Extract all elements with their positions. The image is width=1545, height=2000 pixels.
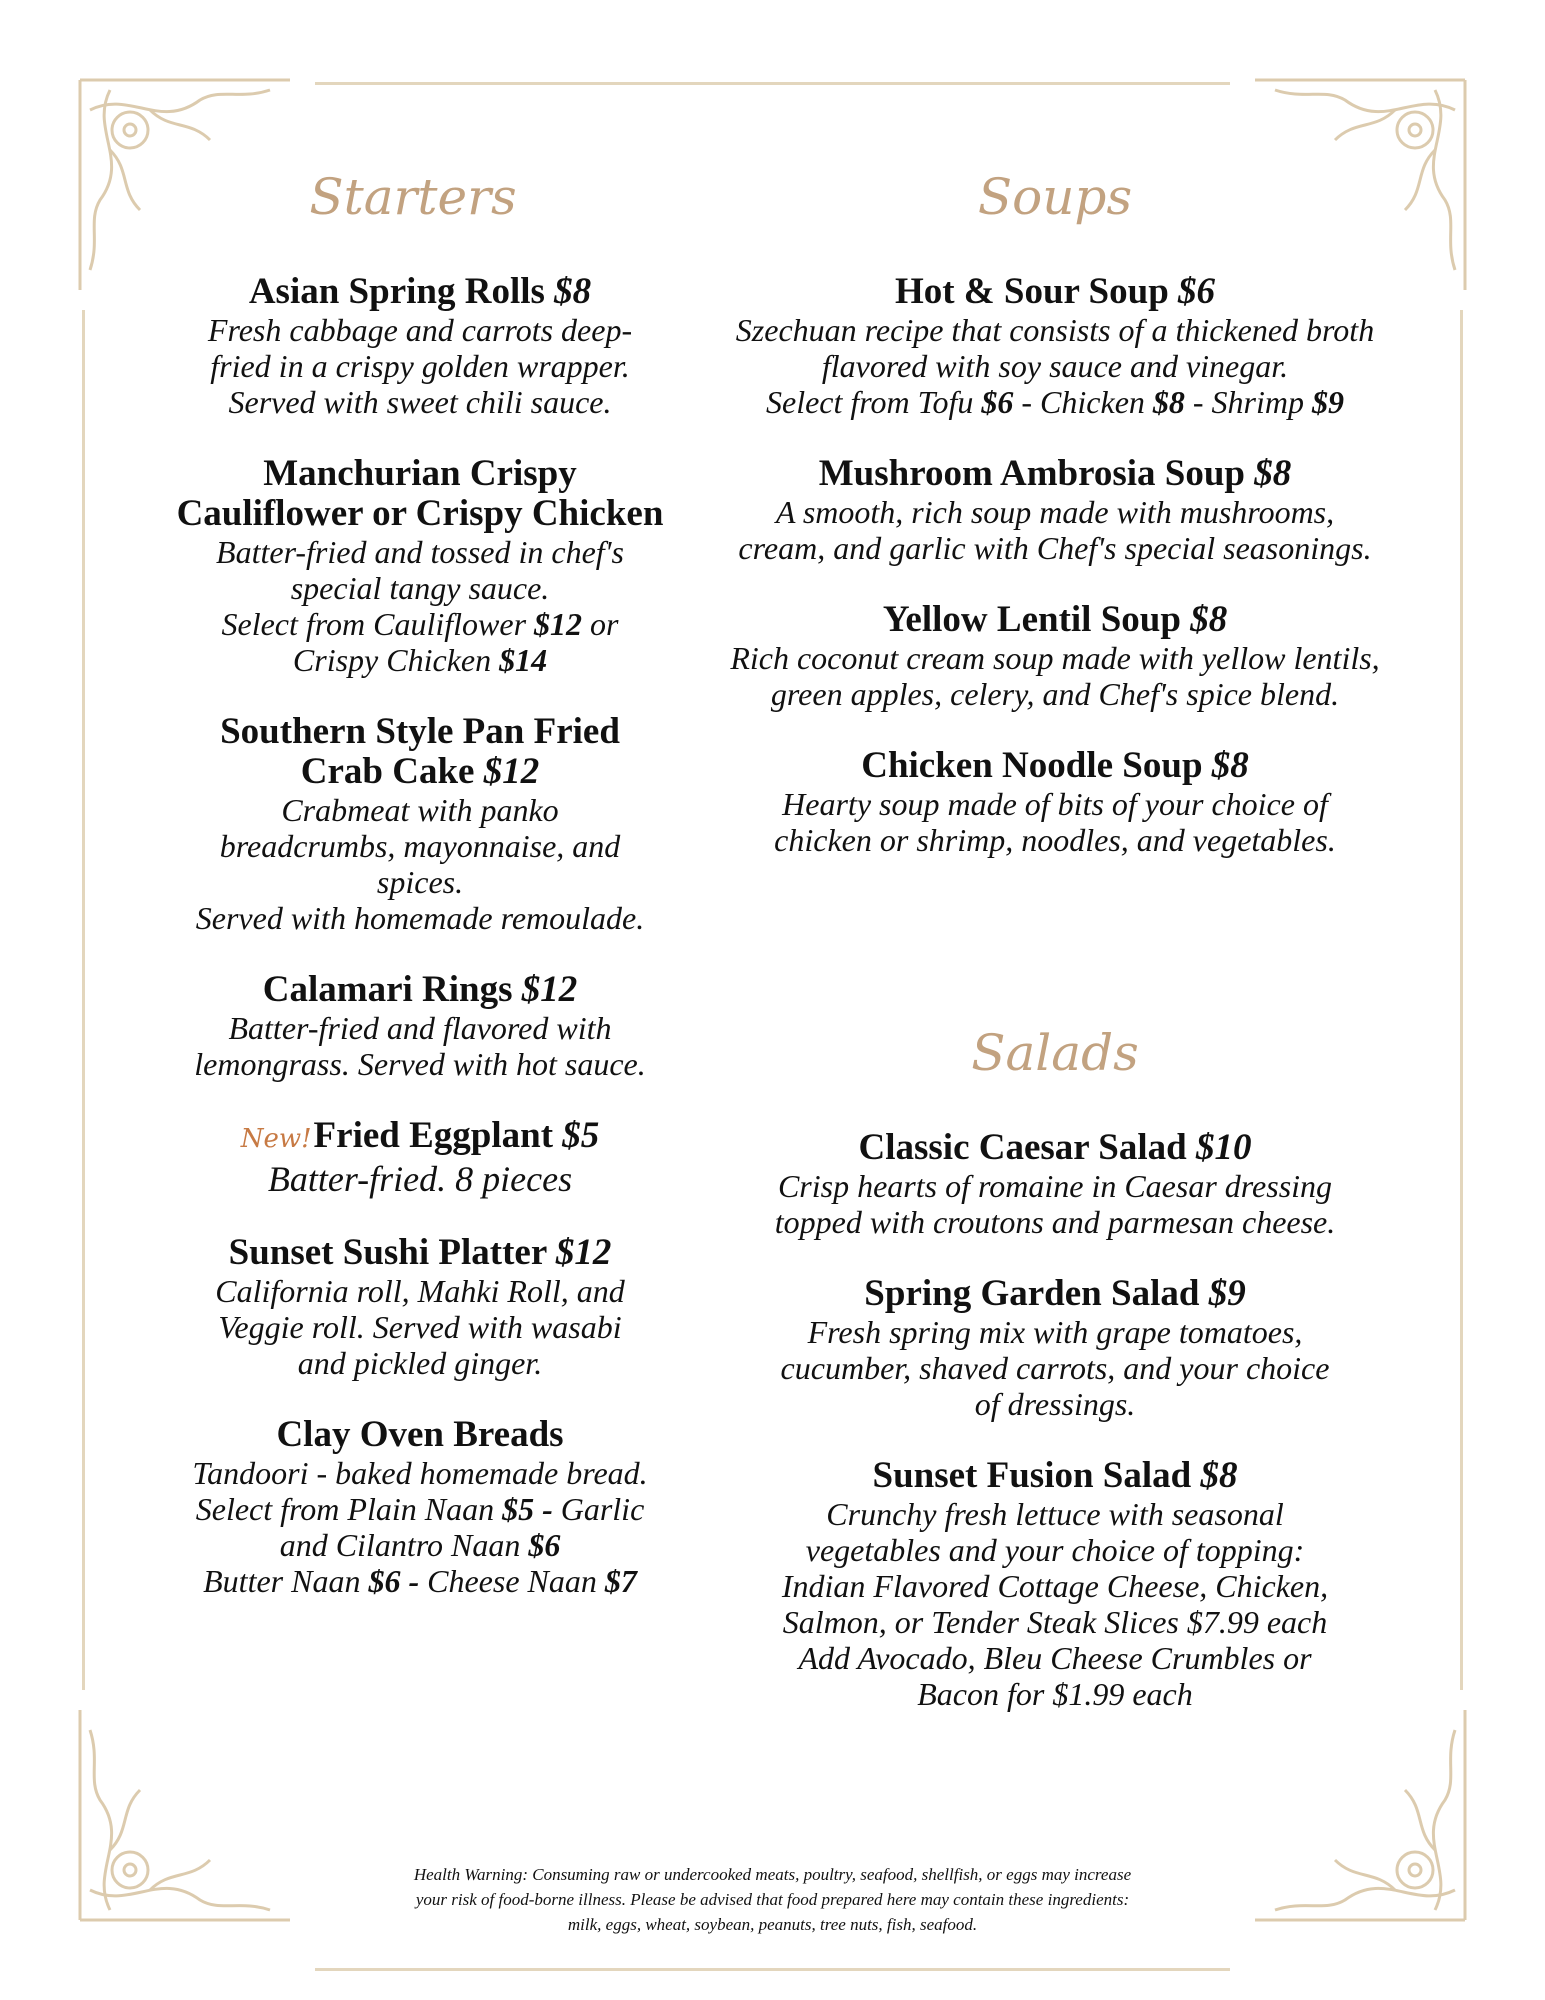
menu-item — [150, 454, 690, 678]
soups-column — [690, 272, 1420, 892]
warning-line: milk, eggs, wheat, soybean, peanuts, tree nuts, fish, seafood. — [567, 1915, 978, 1934]
item-title — [150, 1233, 690, 1273]
desc-text: - Chicken — [1013, 384, 1153, 420]
item-description — [690, 640, 1420, 712]
separator: - — [400, 1563, 428, 1599]
health-warning — [300, 1862, 1245, 1937]
menu-item — [150, 1116, 690, 1199]
desc-line — [150, 642, 690, 678]
soups-heading: Soups — [977, 168, 1133, 226]
item-title — [150, 1415, 690, 1455]
ornament-bottom-left-icon — [70, 1700, 300, 1930]
salads-heading: Salads — [971, 1024, 1139, 1082]
frame-right-line — [1460, 310, 1463, 1690]
desc-line: of dressings. — [974, 1386, 1136, 1422]
desc-line: Rich coconut cream soup made with yellow lentils, — [730, 640, 1380, 676]
desc-line: Salmon, or Tender Steak Slices $7.99 each — [782, 1604, 1328, 1640]
item-name: Fried Eggplant — [313, 1115, 554, 1156]
item-title — [690, 1128, 1420, 1168]
desc-line: Crunchy fresh lettuce with seasonal — [826, 1496, 1284, 1532]
desc-line: Bacon for $1.99 each — [917, 1676, 1193, 1712]
item-price: $12 — [555, 1232, 612, 1273]
menu-item — [150, 1415, 690, 1599]
desc-line: spices. — [376, 864, 464, 900]
item-price: $12 — [483, 751, 540, 792]
starters-heading: Starters — [309, 168, 517, 226]
price: $14 — [499, 642, 548, 678]
desc-line — [150, 1491, 690, 1527]
item-price: $8 — [1254, 453, 1292, 494]
menu-item — [150, 1233, 690, 1381]
desc-line — [690, 384, 1420, 420]
price: $9 — [1312, 384, 1344, 420]
price: $5 — [502, 1491, 535, 1527]
desc-line: chicken or shrimp, noodles, and vegetables. — [774, 822, 1336, 858]
menu-item — [150, 970, 690, 1082]
item-title — [690, 746, 1420, 786]
item-name: Southern Style Pan Fried — [220, 711, 620, 752]
desc-line: Crisp hearts of romaine in Caesar dressing — [777, 1168, 1333, 1204]
item-name: Chicken Noodle Soup — [861, 745, 1203, 786]
item-title — [690, 1456, 1420, 1496]
desc-line: cucumber, shaved carrots, and your choice — [780, 1350, 1330, 1386]
desc-line: lemongrass. Served with hot sauce. — [194, 1046, 646, 1082]
desc-line: Batter-fried and flavored with — [228, 1010, 612, 1046]
desc-line: Crabmeat with panko — [281, 792, 559, 828]
item-description — [690, 312, 1420, 420]
menu-item — [150, 712, 690, 936]
item-description — [690, 1168, 1420, 1240]
desc-text: Select from Tofu — [765, 384, 982, 420]
desc-line: A smooth, rich soup made with mushrooms, — [775, 494, 1335, 530]
desc-text: Select from Cauliflower — [221, 606, 535, 642]
desc-line: green apples, celery, and Chef's spice blend. — [770, 676, 1340, 712]
item-description — [150, 792, 690, 936]
menu-item — [690, 454, 1420, 566]
item-price: $8 — [1211, 745, 1249, 786]
desc-line: Veggie roll. Served with wasabi — [218, 1309, 622, 1345]
desc-line: Batter-fried. 8 pieces — [267, 1159, 573, 1199]
desc-line: fried in a crispy golden wrapper. — [210, 348, 630, 384]
item-title — [690, 600, 1420, 640]
item-title — [690, 1274, 1420, 1314]
item-description — [150, 312, 690, 420]
frame-top-line — [315, 82, 1230, 85]
item-title — [690, 272, 1420, 312]
frame-bottom-line — [315, 1968, 1230, 1971]
desc-text: Garlic — [560, 1491, 645, 1527]
menu-item — [690, 1456, 1420, 1712]
price: $7 — [604, 1563, 637, 1599]
desc-line: cream, and garlic with Chef's special seasonings. — [738, 530, 1372, 566]
item-title — [150, 454, 690, 534]
menu-item — [690, 1274, 1420, 1422]
item-title — [150, 712, 690, 792]
item-name: Asian Spring Rolls — [248, 271, 545, 312]
desc-line — [150, 606, 690, 642]
item-name: Spring Garden Salad — [864, 1273, 1200, 1314]
frame-left-line — [82, 310, 85, 1690]
price: $12 — [534, 606, 583, 642]
item-name: Classic Caesar Salad — [858, 1127, 1187, 1168]
desc-text: Butter Naan — [203, 1563, 369, 1599]
starters-column — [150, 272, 690, 1633]
desc-line: Add Avocado, Bleu Cheese Crumbles or — [798, 1640, 1312, 1676]
item-description — [690, 1496, 1420, 1712]
new-badge: New! — [240, 1124, 312, 1154]
desc-text: or — [582, 606, 619, 642]
item-name: Clay Oven Breads — [276, 1414, 564, 1455]
item-name: Mushroom Ambrosia Soup — [818, 453, 1246, 494]
menu-item — [150, 272, 690, 420]
menu-item — [690, 746, 1420, 858]
item-name: Yellow Lentil Soup — [882, 599, 1181, 640]
item-description — [150, 534, 690, 678]
salads-column — [690, 1128, 1420, 1746]
item-name: Sunset Fusion Salad — [872, 1455, 1192, 1496]
item-title — [150, 1116, 690, 1159]
desc-line: Hearty soup made of bits of your choice of — [782, 786, 1328, 822]
item-title — [150, 272, 690, 312]
item-price: $9 — [1208, 1273, 1246, 1314]
desc-text: and Cilantro Naan — [279, 1527, 529, 1563]
menu-item — [690, 600, 1420, 712]
menu-item — [690, 272, 1420, 420]
item-description — [150, 1455, 690, 1599]
item-description — [690, 1314, 1420, 1422]
item-price: $5 — [562, 1115, 600, 1156]
desc-text: - Shrimp — [1184, 384, 1312, 420]
item-description — [690, 786, 1420, 858]
desc-line: Fresh cabbage and carrots deep- — [207, 312, 633, 348]
item-price: $10 — [1195, 1127, 1252, 1168]
item-description — [150, 1010, 690, 1082]
price: $6 — [368, 1563, 401, 1599]
item-description — [150, 1273, 690, 1381]
item-price: $6 — [1178, 271, 1216, 312]
item-price: $8 — [554, 271, 592, 312]
desc-line — [150, 1527, 690, 1563]
price: $8 — [1152, 384, 1185, 420]
item-name: Calamari Rings — [262, 969, 513, 1010]
desc-line — [150, 1563, 690, 1599]
item-price: $8 — [1190, 599, 1228, 640]
item-description — [690, 494, 1420, 566]
item-description — [150, 1159, 690, 1199]
desc-line: flavored with soy sauce and vinegar. — [821, 348, 1289, 384]
separator: - — [534, 1491, 561, 1527]
item-price: $8 — [1200, 1455, 1238, 1496]
desc-line: Served with sweet chili sauce. — [228, 384, 612, 420]
desc-line: Indian Flavored Cottage Cheese, Chicken, — [781, 1568, 1329, 1604]
menu-item — [690, 1128, 1420, 1240]
desc-line: Batter-fried and tossed in chef's — [216, 534, 624, 570]
desc-line: and pickled ginger. — [297, 1345, 543, 1381]
desc-line: Served with homemade remoulade. — [195, 900, 645, 936]
desc-line: special tangy sauce. — [290, 570, 550, 606]
desc-line: Szechuan recipe that consists of a thickened broth — [735, 312, 1375, 348]
desc-line: breadcrumbs, mayonnaise, and — [219, 828, 621, 864]
desc-line: Fresh spring mix with grape tomatoes, — [807, 1314, 1303, 1350]
desc-line: vegetables and your choice of topping: — [805, 1532, 1305, 1568]
warning-line: Health Warning: Consuming raw or undercooked meats, poultry, seafood, shellfish, or eggs may increase — [413, 1865, 1132, 1884]
desc-line: Tandoori - baked homemade bread. — [192, 1455, 648, 1491]
item-name: Sunset Sushi Platter — [228, 1232, 547, 1273]
item-name: Crab Cake — [300, 751, 475, 792]
item-price: $12 — [521, 969, 578, 1010]
desc-text: Cheese Naan — [427, 1563, 605, 1599]
desc-text: Crispy Chicken — [292, 642, 500, 678]
item-title — [150, 970, 690, 1010]
item-name: Hot & Sour Soup — [894, 271, 1169, 312]
desc-line: California roll, Mahki Roll, and — [215, 1273, 625, 1309]
desc-line: topped with croutons and parmesan cheese. — [774, 1204, 1336, 1240]
warning-line: your risk of food-borne illness. Please be advised that food prepared here may contain these ingredients: — [415, 1890, 1130, 1909]
desc-text: Select from Plain Naan — [195, 1491, 503, 1527]
price: $6 — [981, 384, 1014, 420]
item-name: Manchurian Crispy — [263, 453, 577, 494]
item-name: Cauliflower or Crispy Chicken — [176, 493, 664, 534]
item-title — [690, 454, 1420, 494]
price: $6 — [528, 1527, 561, 1563]
